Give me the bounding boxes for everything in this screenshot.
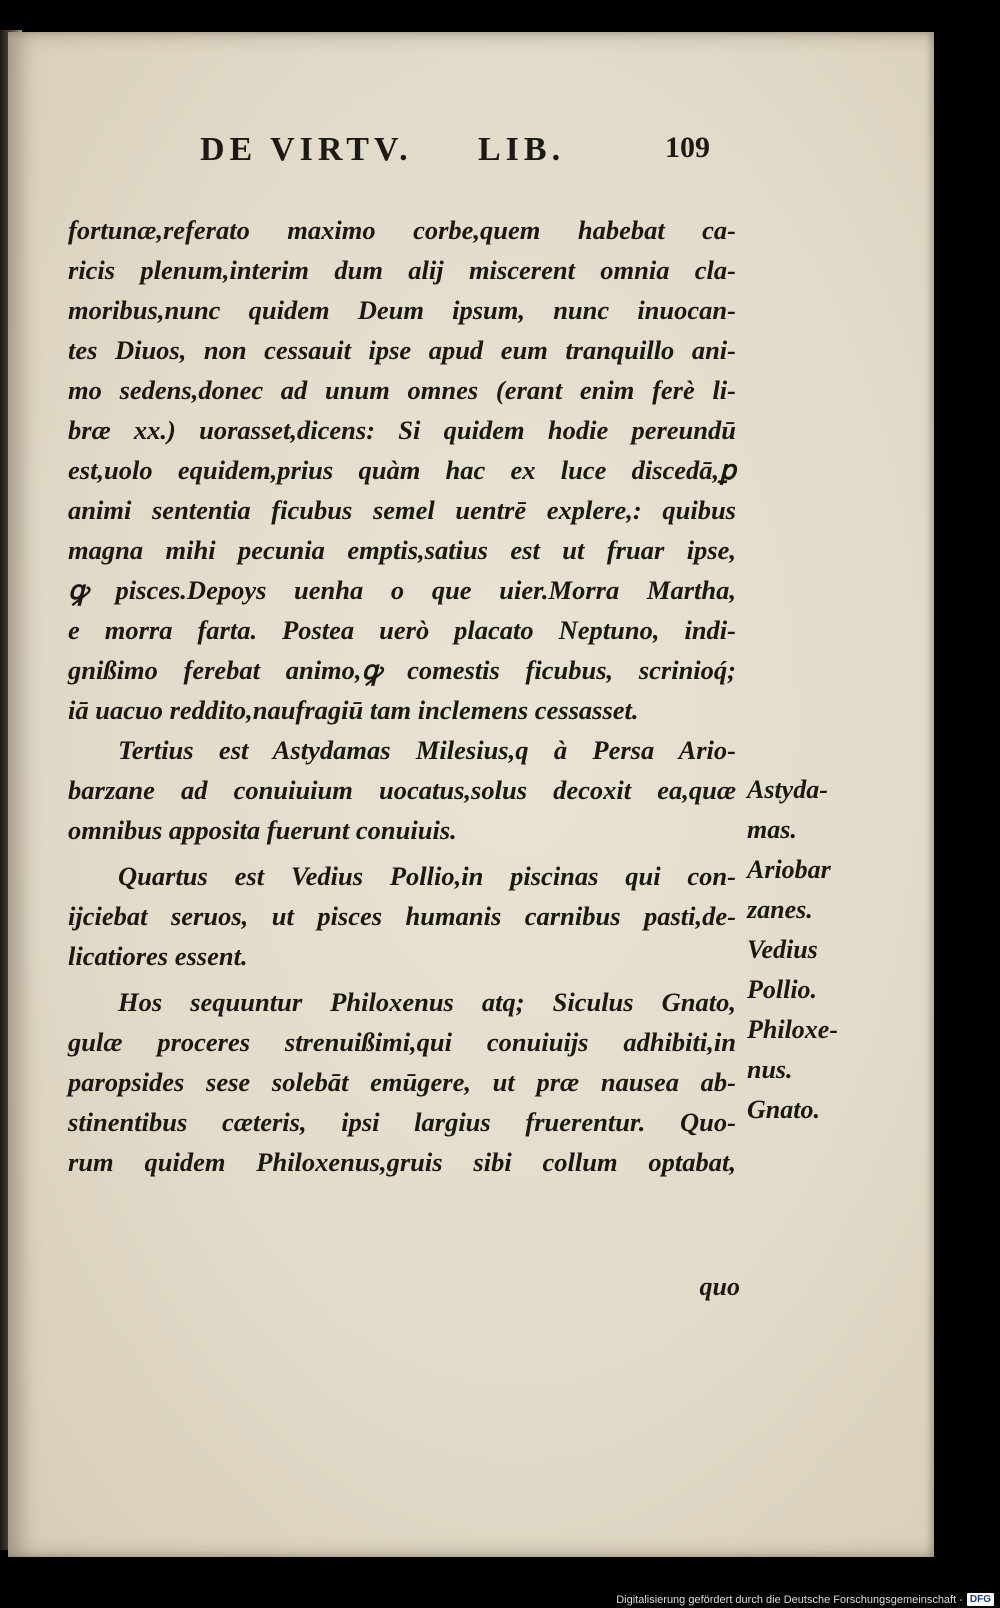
- text-line: stinentibus cæteris, ipsi largius fruerentur. Quo-: [68, 1107, 736, 1137]
- text-line: Quartus est Vedius Pollio,in piscinas qui con-: [118, 861, 736, 891]
- page-number: 109: [665, 131, 710, 164]
- running-head: [200, 131, 720, 181]
- dfg-logo-icon: DFG: [967, 1593, 994, 1606]
- margin-notes: [747, 770, 877, 1130]
- running-head-lib: LIB.: [478, 131, 566, 168]
- text-line: Hos sequuntur Philoxenus atq; Siculus Gnato,: [118, 987, 736, 1017]
- margin-note: Philoxe-: [747, 1015, 838, 1044]
- body-text: [68, 210, 736, 1182]
- running-head-title: DE VIRTV.: [200, 131, 413, 168]
- text-line: magna mihi pecunia emptis,satius est ut fruar ipse,: [68, 535, 736, 565]
- text-line: iā uacuo reddito,naufragiū tam inclemens cessasset.: [68, 695, 639, 725]
- text-line: gnißimo ferebat animo,ꝙ comestis ficubus, scrinioq́;: [68, 655, 736, 685]
- text-line: omnibus apposita fuerunt conuiuis.: [68, 815, 457, 845]
- margin-note: Astyda-: [747, 775, 828, 804]
- margin-note: Gnato.: [747, 1095, 820, 1124]
- margin-note: Pollio.: [747, 975, 818, 1004]
- digitization-credit: [616, 1593, 994, 1606]
- credit-text: Digitalisierung gefördert durch die Deutsche Forschungsgemeinschaft -: [616, 1593, 963, 1606]
- text-line: ꝙ pisces.Depoys uenha o que uier.Morra Martha,: [68, 575, 736, 605]
- text-line: ricis plenum,interim dum alij miscerent omnia cla-: [68, 255, 736, 285]
- margin-note: nus.: [747, 1055, 793, 1084]
- text-line: rum quidem Philoxenus,gruis sibi collum optabat,: [68, 1147, 736, 1177]
- text-line: bræ xx.) uorasset,dicens: Si quidem hodie pereundū: [68, 415, 736, 445]
- text-line: barzane ad conuiuium uocatus,solus decoxit ea,quæ: [68, 775, 736, 805]
- text-line: mo sedens,donec ad unum omnes (erant enim ferè li-: [68, 375, 736, 405]
- text-line: paropsides sese solebāt emūgere, ut præ nausea ab-: [68, 1067, 736, 1097]
- text-line: licatiores essent.: [68, 941, 248, 971]
- text-line: Tertius est Astydamas Milesius,q à Persa Ario-: [118, 735, 736, 765]
- margin-note: Vedius: [747, 935, 818, 964]
- text-line: ijciebat seruos, ut pisces humanis carnibus pasti,de-: [68, 901, 736, 931]
- text-line: fortunæ,referato maximo corbe,quem habebat ca-: [68, 215, 736, 245]
- catchword: quo: [699, 1272, 740, 1301]
- margin-note: mas.: [747, 815, 797, 844]
- margin-note: Ariobar: [747, 855, 831, 884]
- text-line: tes Diuos, non cessauit ipse apud eum tranquillo ani-: [68, 335, 736, 365]
- text-line: gulæ proceres strenuißimi,qui conuiuijs adhibiti,in: [68, 1027, 736, 1057]
- margin-note: zanes.: [747, 895, 813, 924]
- text-line: animi sententia ficubus semel uentrē explere,: quibus: [68, 495, 736, 525]
- text-line: e morra farta. Postea uerò placato Neptuno, indi-: [68, 615, 736, 645]
- text-line: est,uolo equidem,prius quàm hac ex luce discedā,ꝑ: [68, 455, 736, 485]
- text-line: moribus,nunc quidem Deum ipsum, nunc inuocan-: [68, 295, 736, 325]
